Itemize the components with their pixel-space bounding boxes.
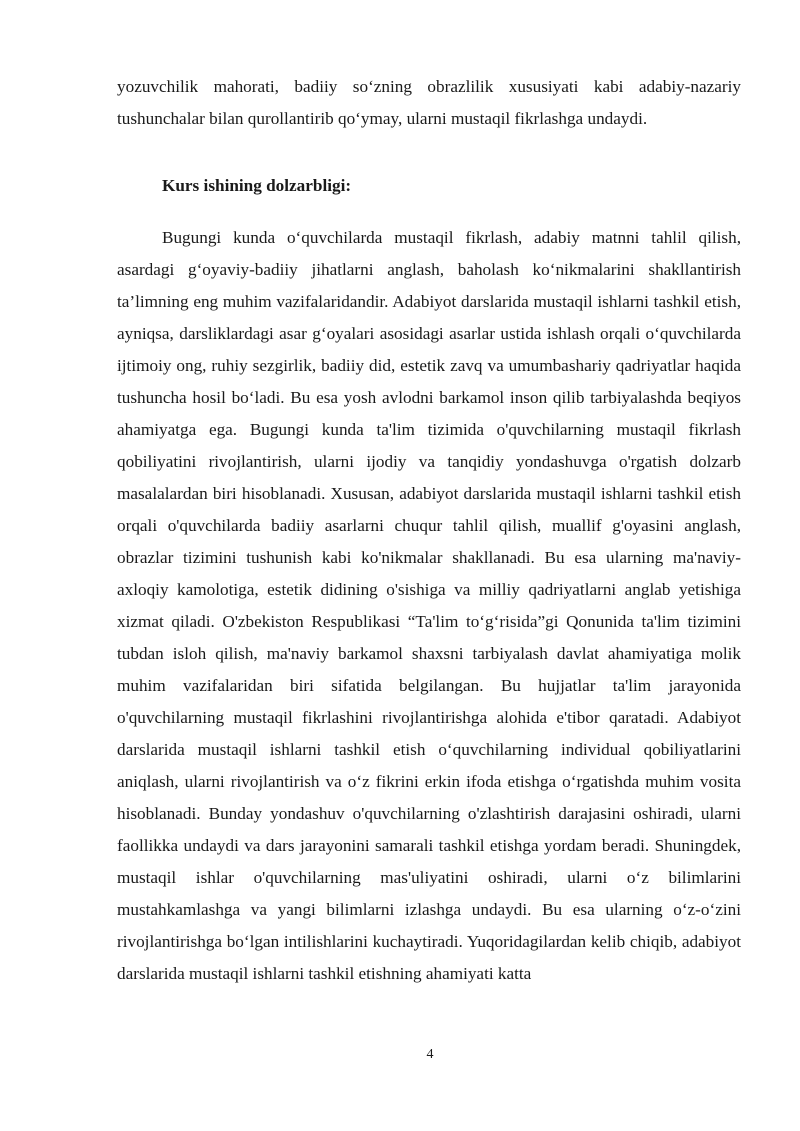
page-number: 4: [426, 1047, 434, 1062]
intro-paragraph-continuation: yozuvchilik mahorati, badiiy so‘zning obrazlilik xususiyati kabi adabiy-nazariy tushunchalar bilan qurollantirib qo‘ymay, ularni mustaqil fikrlashga undaydi.: [117, 77, 741, 128]
section-heading: Kurs ishining dolzarbligi:: [162, 176, 352, 195]
body-paragraph: Bugungi kunda o‘quvchilarda mustaqil fikrlash, adabiy matnni tahlil qilish, asardagi g‘oyaviy-badiiy jihatlarni anglash, baholash ko‘nikmalarini shakllantirish ta’limning eng muhim vazifalaridandir. Adabiyot darslarida mustaqil ishlarni tashkil etish, ayniqsa, darsliklardagi asar g‘oyalari asosidagi asarlar ustida ishlash orqali o‘quvchilarda ijtimoiy ong, ruhiy sezgirlik, badiiy did, estetik zavq va umumbashariy qadriyatlar haqida tushuncha hosil bo‘ladi. Bu esa yosh avlodni barkamol inson qilib tarbiyalashda beqiyos ahamiyatga ega. Bugungi kunda ta'lim tizimida o'quvchilarning mustaqil fikrlash qobiliyatini rivojlantirish, ularni ijodiy va tanqidiy yondashuvga o'rgatish dolzarb masalalardan biri hisoblanadi. Xususan, adabiyot darslarida mustaqil ishlarni tashkil etish orqali o'quvchilarda badiiy asarlarni chuqur tahlil qilish, muallif g'oyasini anglash, obrazlar tizimini tushunish kabi ko'nikmalar shakllanadi. Bu esa ularning ma'naviy-axloqiy kamolotiga, estetik didining o'sishiga va milliy qadriyatlarni anglab yetishiga xizmat qiladi. O'zbekiston Respublikasi “Ta'lim to‘g‘risida”gi Qonunida ta'lim tizimini tubdan isloh qilish, ma'naviy barkamol shaxsni tarbiyalash davlat ahamiyatiga molik muhim vazifalaridan biri sifatida belgilangan. Bu hujjatlar ta'lim jarayonida o'quvchilarning mustaqil fikrlashini rivojlantirishga alohida e'tibor qaratadi. Adabiyot darslarida mustaqil ishlarni tashkil etish o‘quvchilarning individual qobiliyatlarini aniqlash, ularni rivojlantirish va o‘z fikrini erkin ifoda etishga o‘rgatishda muhim vosita hisoblanadi. Bunday yondashuv o'quvchilarning o'zlashtirish darajasini oshiradi, ularni faollikka undaydi va dars jarayonini samarali tashkil etishga yordam beradi. Shuningdek, mustaqil ishlar o'quvchilarning mas'uliyatini oshiradi, ularni o‘z bilimlarini mustahkamlashga va yangi bilimlarni izlashga undaydi. Bu esa ularning o‘z-o‘zini rivojlantirishga bo‘lgan intilishlarini kuchaytiradi. Yuqoridagilardan kelib chiqib, adabiyot darslarida mustaqil ishlarni tashkil etishning ahamiyati katta: [117, 228, 741, 983]
